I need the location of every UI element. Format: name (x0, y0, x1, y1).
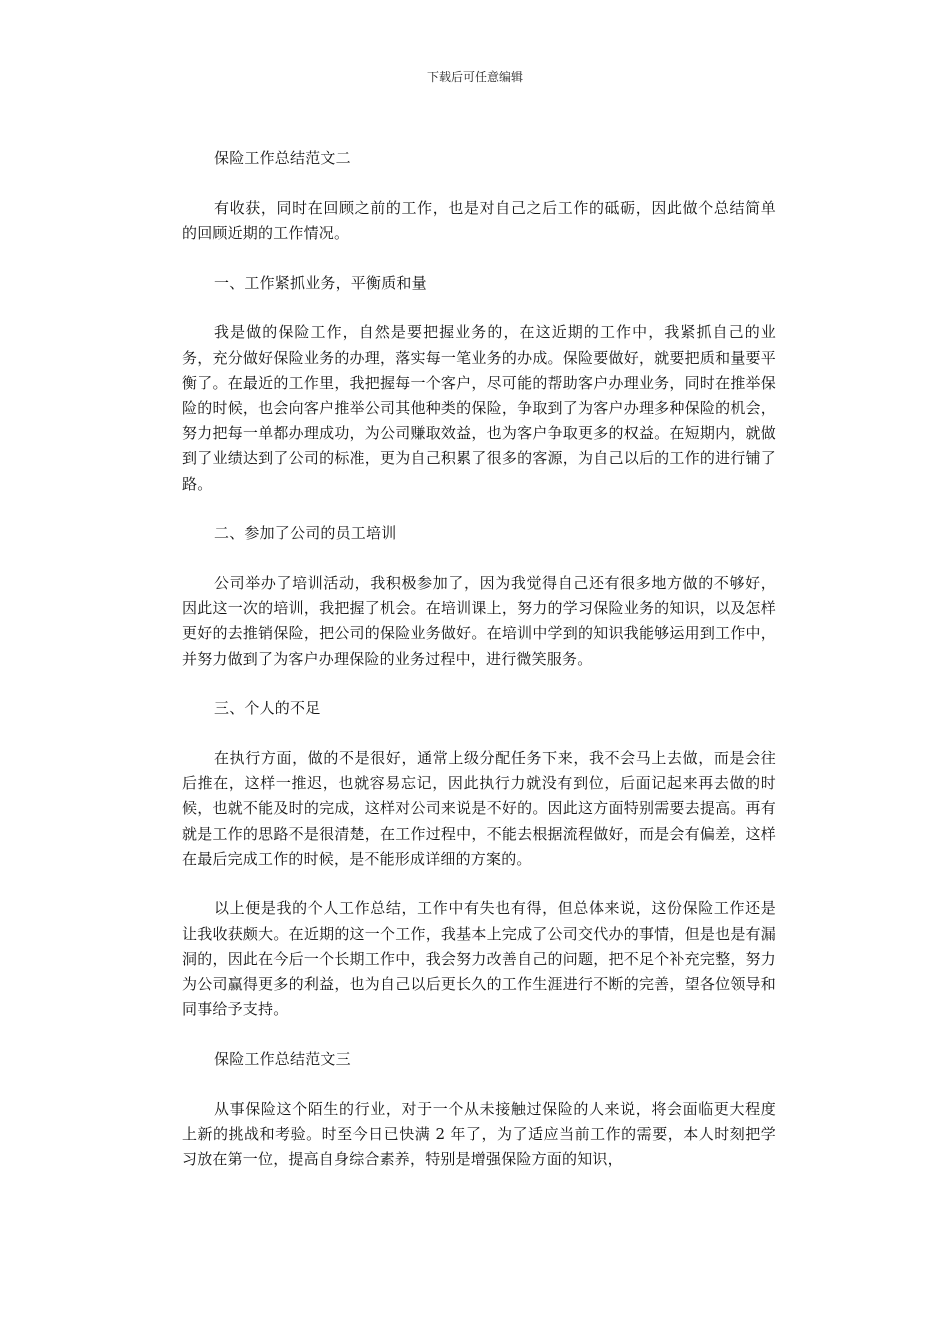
section-3-heading: 三、个人的不足 (214, 699, 321, 718)
intro-paragraph: 有收获，同时在回顾之前的工作，也是对自己之后工作的砥砺，因此做个总结简单的回顾近期的工作情况。 (182, 198, 776, 242)
section-2-heading: 二、参加了公司的员工培训 (214, 524, 397, 543)
document-title-3: 保险工作总结范文三 (214, 1049, 351, 1068)
page-header: 下载后可任意编辑 (426, 70, 523, 84)
section-2-paragraph: 公司举办了培训活动，我积极参加了，因为我觉得自己还有很多地方做的不够好，因此这一次的培训，我把握了机会。在培训课上，努力的学习保险业务的知识，以及怎样更好的去推销保险，把公司的保险业务做好。在培训中学到的知识我能够运用到工作中，并努力做到了为客户办理保险的业务过程中，进行微笑服务。 (182, 573, 776, 668)
conclusion-paragraph: 以上便是我的个人工作总结，工作中有失也有得，但总体来说，这份保险工作还是让我收获颇大。在近期的这一个工作，我基本上完成了公司交代办的事情，但是也是有漏洞的，因此在今后一个长期工作中，我会努力改善自己的问题，把不足个补充完整，努力为公司赢得更多的利益，也为自己以后更长久的工作生涯进行不断的完善，望各位领导和同事给予支持。 (182, 899, 776, 1019)
document-title-2: 保险工作总结范文二 (214, 149, 351, 167)
document-body (182, 146, 776, 1197)
section-1-paragraph: 我是做的保险工作，自然是要把握业务的，在这近期的工作中，我紧抓自己的业务，充分做好保险业务的办理，落实每一笔业务的办成。保险要做好，就要把质和量要平衡了。在最近的工作里，我把握每一个客户，尽可能的帮助客户办理业务，同时在推举保险的时候，也会向客户推举公司其他种类的保险，争取到了为客户办理多种保险的机会，努力把每一单都办理成功，为公司赚取效益，也为客户争取更多的权益。在短期内，就做到了业绩达到了公司的标准，更为自己积累了很多的客源，为自己以后的工作的进行铺了路。 (182, 323, 776, 493)
section-3-paragraph: 在执行方面，做的不是很好，通常上级分配任务下来，我不会马上去做，而是会往后推在，这样一推迟，也就容易忘记，因此执行力就没有到位，后面记起来再去做的时候，也就不能及时的完成，这样对公司来说是不好的。因此这方面特别需要去提高。再有就是工作的思路不是很清楚，在工作过程中，不能去根据流程做好，而是会有偏差，这样在最后完成工作的时候，是不能形成详细的方案的。 (182, 748, 776, 868)
section-1-heading: 一、工作紧抓业务，平衡质和量 (214, 273, 427, 292)
intro-3-paragraph: 从事保险这个陌生的行业，对于一个从未接触过保险的人来说，将会面临更大程度上新的挑战和考验。时至今日已快满 2 年了，为了适应当前工作的需要，本人时刻把学习放在第一位，提高自身综合素养，特别是增强保险方面的知识， (182, 1099, 776, 1169)
